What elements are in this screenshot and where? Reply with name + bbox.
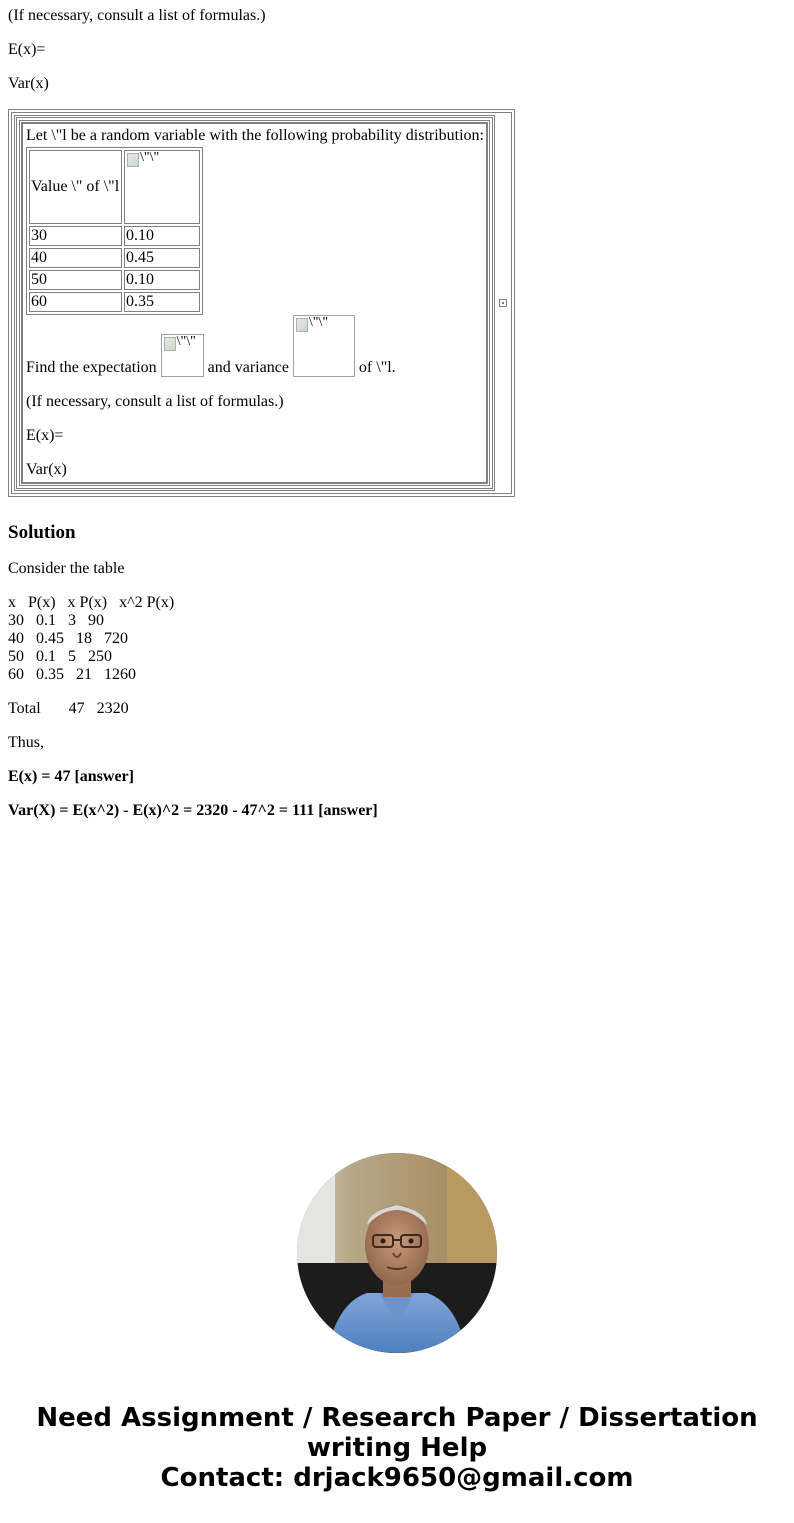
row-value: 60 [29,292,122,312]
solution-line: 40 0.45 18 720 [8,630,128,647]
solution-heading: Solution [8,522,76,543]
problem-content [25,126,484,480]
table-row [29,292,200,312]
problem-frame-2 [16,117,493,489]
promo-contact: Contact: drjack9650@gmail.com [160,1463,634,1493]
table-row [29,248,200,268]
broken-image-alt: \"\" [176,334,196,349]
table-row [29,226,200,246]
intro-consult-text: (If necessary, consult a list of formulas.) [8,7,266,24]
find-prefix: Find the expectation [26,359,157,376]
broken-image-alt: \"\" [308,315,329,330]
table-row [29,270,200,290]
table-header-value: Value \" of \"l [29,150,122,224]
broken-image-icon [293,315,355,377]
find-line [26,315,484,377]
solution-line: 50 0.1 5 250 [8,648,112,665]
table-header-row [29,150,200,224]
solution-consider: Consider the table [8,560,125,577]
broken-image-alt: \"\" [140,151,160,165]
problem-lead: Let \"l be a random variable with the following probability distribution: [26,127,484,144]
solution-line: x P(x) x P(x) x^2 P(x) [8,594,175,611]
table-header-prob [124,150,200,224]
problem-ex-label: E(x)= [26,427,64,444]
find-mid: and variance [207,359,289,376]
intro-ex-label: E(x)= [8,41,46,58]
author-photo [297,1153,497,1353]
resize-handle-icon[interactable] [499,299,507,307]
promo-line-1: Need Assignment / Research Paper / Dissertation [36,1403,758,1433]
problem-consult-text: (If necessary, consult a list of formulas.) [26,393,284,410]
problem-frame-3 [21,122,488,484]
row-value: 40 [29,248,122,268]
distribution-table [26,147,203,315]
row-value: 30 [29,226,122,246]
solution-line: 60 0.35 21 1260 [8,666,136,683]
row-probability: 0.45 [124,248,200,268]
author-avatar [297,1153,497,1353]
expectation-answer: E(x) = 47 [answer] [8,768,134,785]
solution-total: Total 47 2320 [8,700,129,717]
promo-line-2: writing Help [306,1433,488,1463]
row-probability: 0.10 [124,270,200,290]
find-suffix: of \"l. [358,359,396,376]
problem-box [8,109,515,497]
intro-var-label: Var(x) [8,75,49,92]
solution-thus: Thus, [8,734,44,751]
solution-table [8,594,786,684]
row-probability: 0.35 [124,292,200,312]
handle-cell [497,115,509,491]
row-probability: 0.10 [124,226,200,246]
solution-line: 30 0.1 3 90 [8,612,104,629]
row-value: 50 [29,270,122,290]
promo-banner [0,1403,794,1493]
problem-var-label: Var(x) [26,461,67,478]
variance-answer: Var(X) = E(x^2) - E(x)^2 = 2320 - 47^2 = 111 [answer] [8,802,378,819]
problem-frame-1 [11,112,512,494]
broken-image-icon [125,151,199,223]
broken-image-icon [161,334,204,377]
